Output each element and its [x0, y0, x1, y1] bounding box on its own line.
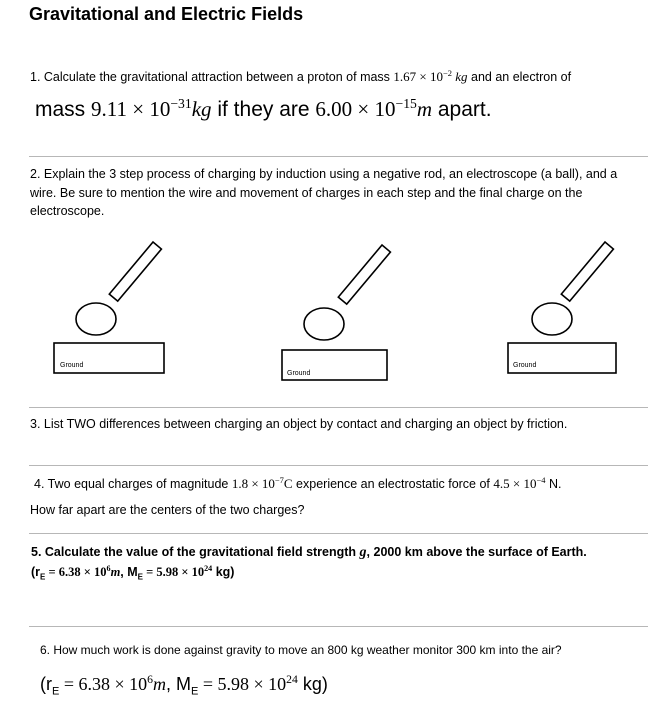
charged-rod: [561, 242, 613, 301]
diagram-3: [500, 235, 630, 380]
ground-label-3: Ground: [513, 362, 537, 369]
question-5: 5. Calculate the value of the gravitational field strength g, 2000 km above the surface of Earth.: [31, 545, 587, 560]
divider-5: [29, 626, 648, 627]
electroscope-ball: [532, 303, 572, 335]
page-title: Gravitational and Electric Fields: [29, 4, 304, 24]
electroscope-ball: [76, 303, 116, 335]
diagram-2: [278, 238, 408, 383]
question-4: 4. Two equal charges of magnitude $1.8 \times 10^{-7}C$ experience an electrostatic force of $4.5 \times 10^{-4}$ N.: [34, 474, 562, 491]
question-5-constants: ($r_E = 6.38 \times 10^6m$, $M_E = 5.98 \times 10^{24}$ kg): [31, 564, 235, 582]
divider-2: [29, 407, 648, 408]
question-2: 2. Explain the 3 step process of charging by induction using a negative rod, an electroscope (a ball), and a wire. Be sure to mention the wire and movement of charges in each step and the final charge on the electroscope.: [30, 167, 618, 218]
q4-force: $4.5 \times 10^{-4}$: [493, 474, 546, 491]
q4-charge: $1.8 \times 10^{-7}C$: [231, 474, 293, 491]
question-3: 3. List TWO differences between charging an object by contact and charging an object by friction.: [30, 417, 568, 431]
diagram-1: [50, 235, 180, 380]
charged-rod: [109, 242, 161, 301]
q1-distance: $6.00 \times 10^{-15}m$: [315, 95, 433, 121]
q1-line1-prefix: 1. Calculate the gravitational attraction between a proton of mass: [30, 70, 394, 84]
question-1-line2: [35, 95, 492, 121]
electroscope-ball: [304, 308, 344, 340]
divider-1: [29, 156, 648, 157]
q1-line2-suffix: apart.: [432, 98, 492, 121]
question-6-constants: ($r_E = 6.38 \times 10^6m$, $M_E = 5.98 \times 10^{24}$ kg): [40, 672, 328, 698]
question-4-line2: How far apart are the centers of the two charges?: [30, 503, 305, 517]
charged-rod: [338, 245, 390, 304]
q1-line2-prefix: mass: [35, 98, 92, 121]
q1-proton-mass: $1.67 \times 10^{-2}$ kg: [393, 67, 468, 84]
question-6: 6. How much work is done against gravity to move an 800 kg weather monitor 300 km into the air?: [40, 643, 562, 657]
divider-4: [29, 533, 648, 534]
divider-3: [29, 465, 648, 466]
q1-electron-mass: $9.11 \times 10^{-31}kg$: [91, 95, 212, 121]
question-1: [30, 68, 571, 86]
q1-line1-suffix: and an electron of: [467, 70, 572, 84]
ground-label-2: Ground: [287, 370, 311, 377]
ground-label-1: Ground: [60, 362, 84, 369]
q1-line2-middle: if they are: [211, 98, 316, 121]
